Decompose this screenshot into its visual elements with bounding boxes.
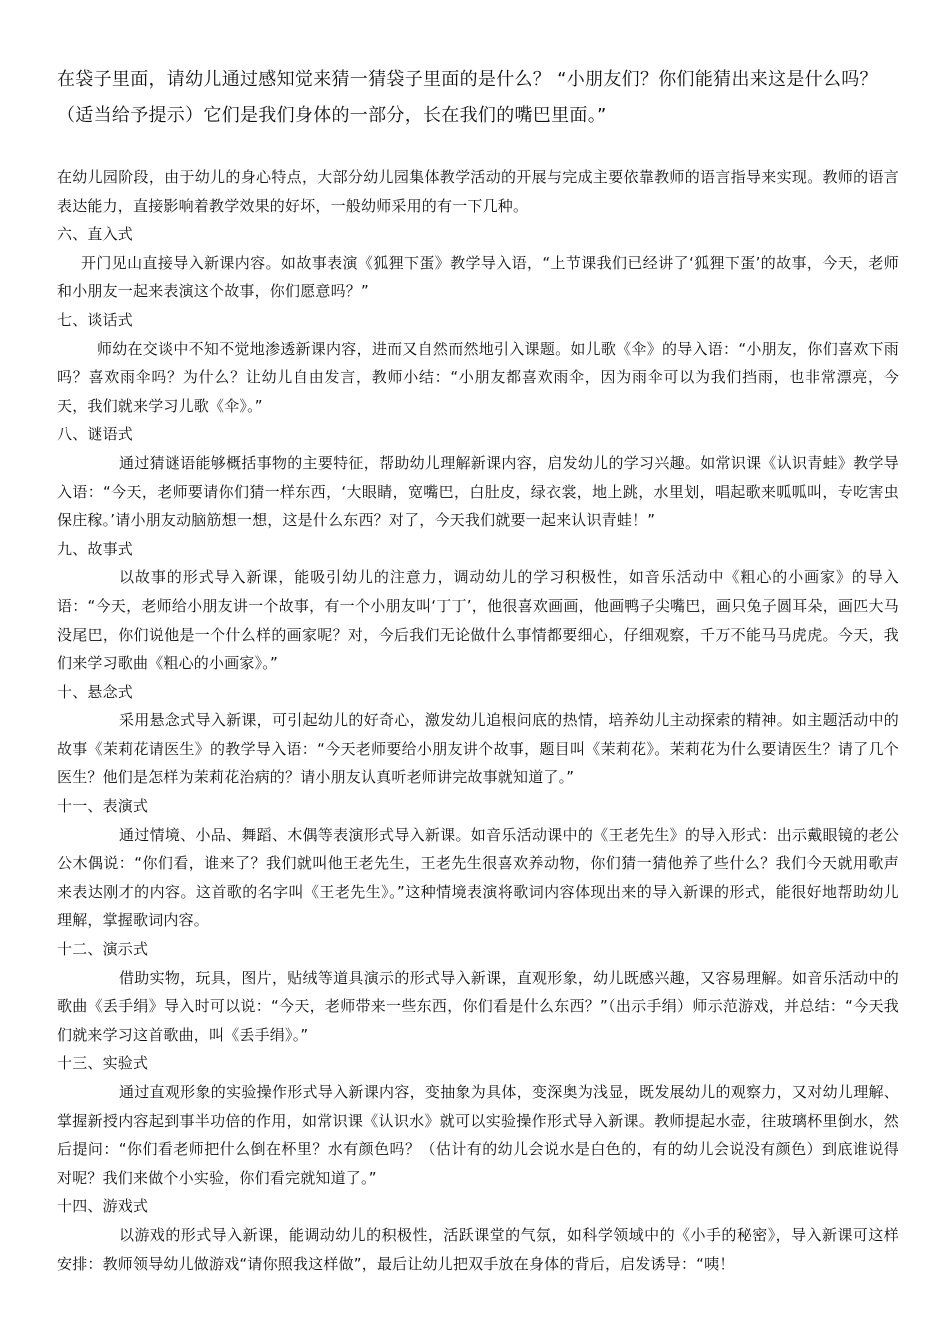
section-body-riddle: 通过猜谜语能够概括事物的主要特征，帮助幼儿理解新课内容，启发幼儿的学习兴趣。如常识课《认识青蛙》教学导入语：“今天，老师要请你们猜一样东西，‘大眼睛，宽嘴巴，白肚皮，绿衣裳，地上跳，水里划，唱起歌来呱呱叫，专吃害虫保庄稼。’请小朋友动脑筋想一想，这是什么东西？对了，今天我们就要一起来认识青蛙！” bbox=[57, 453, 899, 530]
section-heading-conversation: 七、谈话式 bbox=[57, 310, 134, 329]
section-body-demonstration: 借助实物，玩具，图片，贴绒等道具演示的形式导入新课，直观形象，幼儿既感兴趣，又容易理解。如音乐活动中的歌曲《丢手绢》导入时可以说：“今天，老师带来一些东西，你们看是什么东西？”（出示手绢）师示范游戏，并总结：“今天我们就来学习这首歌曲，叫《丢手绢》。” bbox=[57, 968, 899, 1044]
section-heading-experiment: 十三、实验式 bbox=[57, 1054, 149, 1073]
section-body-suspense: 采用悬念式导入新课，可引起幼儿的好奇心，激发幼儿追根问底的热情，培养幼儿主动探索的精神。如主题活动中的故事《茉莉花请医生》的教学导入语：“今天老师要给小朋友讲个故事，题目叫《茉莉花》。茉莉花为什么要请医生？请了几个医生？他们是怎样为茉莉花治病的？请小朋友认真听老师讲完故事就知道了。” bbox=[57, 711, 899, 787]
section-heading-riddle: 八、谜语式 bbox=[57, 425, 134, 444]
lead-paragraph: 在幼儿园阶段，由于幼儿的身心特点，大部分幼儿园集体教学活动的开展与完成主要依靠教师的语言指导来实现。教师的语言表达能力，直接影响着教学效果的好坏，一般幼师采用的有一下几种。 bbox=[57, 168, 899, 215]
section-heading-performance: 十一、表演式 bbox=[57, 797, 149, 816]
section-body-direct: 开门见山直接导入新课内容。如故事表演《狐狸下蛋》教学导入语，“上节课我们已经讲了‘狐狸下蛋’的故事，今天，老师和小朋友一起来表演这个故事，你们愿意吗？” bbox=[57, 253, 899, 301]
intro-paragraph: 在袋子里面，请幼儿通过感知觉来猜一猜袋子里面的是什么？ “小朋友们？你们能猜出来这是什么吗？（适当给予提示）它们是我们身体的一部分，长在我们的嘴巴里面。” bbox=[57, 69, 878, 126]
section-heading-suspense: 十、悬念式 bbox=[57, 682, 134, 701]
section-body-story: 以故事的形式导入新课，能吸引幼儿的注意力，调动幼儿的学习积极性，如音乐活动中《粗心的小画家》的导入语：“今天，老师给小朋友讲一个故事，有一个小朋友叫‘丁丁’，他很喜欢画画，他画鸭子尖嘴巴，画只兔子圆耳朵，画匹大马没尾巴，你们说他是一个什么样的画家呢？对，今后我们无论做什么事情都要细心，仔细观察，千万不能马马虎虎。今天，我们来学习歌曲《粗心的小画家》。” bbox=[57, 568, 899, 673]
section-heading-demonstration: 十二、演示式 bbox=[57, 940, 149, 959]
document-body bbox=[57, 163, 899, 1278]
section-body-conversation: 师幼在交谈中不知不觉地渗透新课内容，进而又自然而然地引入课题。如儿歌《伞》的导入语：“小朋友，你们喜欢下雨吗？喜欢雨伞吗？为什么？让幼儿自由发言，教师小结：“小朋友都喜欢雨伞，因为雨伞可以为我们挡雨，也非常漂亮，今天，我们就来学习儿歌《伞》。” bbox=[57, 339, 899, 415]
section-body-game: 以游戏的形式导入新课，能调动幼儿的积极性，活跃课堂的气氛，如科学领域中的《小手的秘密》，导入新课可这样安排：教师领导幼儿做游戏“请你照我这样做”，最后让幼儿把双手放在身体的背后，启发诱导：“咦！ bbox=[57, 1225, 899, 1273]
section-heading-story: 九、故事式 bbox=[57, 539, 134, 558]
section-heading-direct: 六、直入式 bbox=[57, 225, 134, 244]
section-heading-game: 十四、游戏式 bbox=[57, 1197, 149, 1216]
section-body-performance: 通过情境、小品、舞蹈、木偶等表演形式导入新课。如音乐活动课中的《王老先生》的导入形式：出示戴眼镜的老公公木偶说：“你们看，谁来了？我们就叫他王老先生，王老先生很喜欢养动物，你们猜一猜他养了些什么？我们今天就用歌声来表达刚才的内容。这首歌的名字叫《王老先生》。”这种情境表演将歌词内容体现出来的导入新课的形式，能很好地帮助幼儿理解，掌握歌词内容。 bbox=[57, 825, 899, 930]
section-body-experiment: 通过直观形象的实验操作形式导入新课内容，变抽象为具体，变深奥为浅显，既发展幼儿的观察力，又对幼儿理解、掌握新授内容起到事半功倍的作用，如常识课《认识水》就可以实验操作形式导入新课。教师提起水壶，往玻璃杯里倒水，然后提问：“你们看老师把什么倒在杯里？水有颜色吗？（估计有的幼儿会说水是白色的，有的幼儿会说没有颜色）到底谁说得对呢？我们来做个小实验，你们看完就知道了。” bbox=[57, 1083, 899, 1187]
